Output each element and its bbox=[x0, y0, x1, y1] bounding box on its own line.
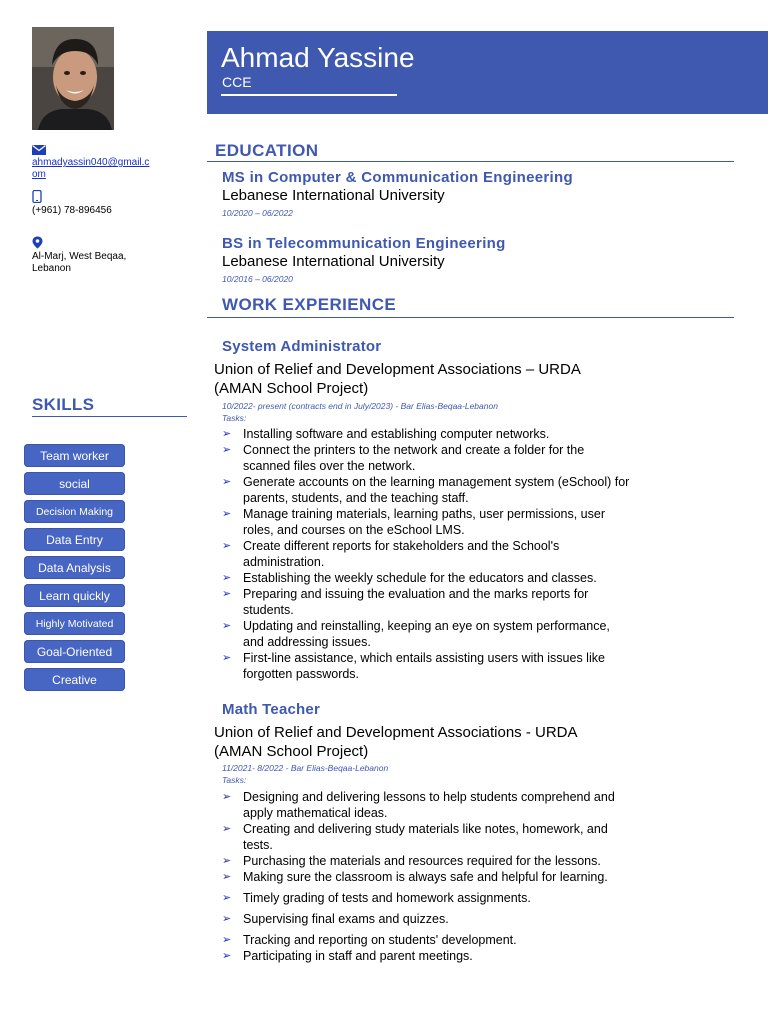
arrow-bullet-icon: ➢ bbox=[222, 934, 232, 946]
list-item: ➢ First-line assistance, which entails assisting users with issues like forgotten passwords. bbox=[222, 651, 605, 681]
contact-email[interactable] bbox=[32, 145, 150, 181]
arrow-bullet-icon: ➢ bbox=[222, 892, 232, 904]
degree-dates: 10/2016 – 06/2020 bbox=[222, 274, 293, 284]
list-item: ➢ Timely grading of tests and homework assignments. bbox=[222, 891, 531, 905]
list-item: ➢ Participating in staff and parent meetings. bbox=[222, 949, 473, 963]
envelope-icon bbox=[32, 145, 46, 155]
arrow-bullet-icon: ➢ bbox=[222, 652, 232, 664]
list-item: ➢ Purchasing the materials and resources required for the lessons. bbox=[222, 854, 601, 868]
header-divider bbox=[221, 94, 397, 96]
arrow-bullet-icon: ➢ bbox=[222, 588, 232, 600]
degree-title: MS in Computer & Communication Engineering bbox=[222, 169, 573, 186]
location-pin-icon bbox=[32, 236, 43, 249]
job-dates-location: 10/2022- present (contracts end in July/2023) - Bar Elias-Beqaa-Lebanon bbox=[222, 401, 498, 411]
skill-goal-oriented[interactable]: Goal-Oriented bbox=[24, 640, 125, 663]
full-name: Ahmad Yassine bbox=[221, 42, 415, 73]
arrow-bullet-icon: ➢ bbox=[222, 620, 232, 632]
arrow-bullet-icon: ➢ bbox=[222, 476, 232, 488]
tasks-label: Tasks: bbox=[222, 413, 247, 423]
skills-list bbox=[24, 444, 125, 696]
school-name: Lebanese International University bbox=[222, 187, 445, 204]
employer bbox=[214, 360, 634, 398]
arrow-bullet-icon: ➢ bbox=[222, 428, 232, 440]
role-title: CCE bbox=[222, 74, 252, 90]
skill-learn-quickly[interactable]: Learn quickly bbox=[24, 584, 125, 607]
arrow-bullet-icon: ➢ bbox=[222, 508, 232, 520]
list-item: ➢ Installing software and establishing computer networks. bbox=[222, 427, 550, 441]
employer-project: (AMAN School Project) bbox=[214, 380, 369, 397]
arrow-bullet-icon: ➢ bbox=[222, 950, 232, 962]
list-item: ➢ Establishing the weekly schedule for the educators and classes. bbox=[222, 571, 597, 585]
skill-creative[interactable]: Creative bbox=[24, 668, 125, 691]
employer-name: Union of Relief and Development Associations – URDA bbox=[214, 361, 581, 378]
degree-title: BS in Telecommunication Engineering bbox=[222, 235, 506, 252]
skill-data-entry[interactable]: Data Entry bbox=[24, 528, 125, 551]
phone-icon bbox=[32, 190, 42, 203]
list-item: ➢ Making sure the classroom is always safe and helpful for learning. bbox=[222, 870, 608, 884]
phone-text: (+961) 78-896456 bbox=[32, 205, 112, 216]
employer bbox=[214, 723, 634, 761]
list-item: ➢ Creating and delivering study materials like notes, homework, and tests. bbox=[222, 822, 608, 852]
skills-divider bbox=[32, 416, 187, 417]
arrow-bullet-icon: ➢ bbox=[222, 572, 232, 584]
arrow-bullet-icon: ➢ bbox=[222, 791, 232, 803]
degree-dates: 10/2020 – 06/2022 bbox=[222, 208, 293, 218]
employer-project: (AMAN School Project) bbox=[214, 743, 369, 760]
school-name: Lebanese International University bbox=[222, 253, 445, 270]
job-title: System Administrator bbox=[222, 338, 382, 355]
arrow-bullet-icon: ➢ bbox=[222, 823, 232, 835]
address-text: Al-Marj, West Beqaa, Lebanon bbox=[32, 251, 127, 274]
profile-photo bbox=[32, 27, 114, 130]
job-dates-location: 11/2021- 8/2022 - Bar Elias-Beqaa-Lebanon bbox=[222, 763, 389, 773]
job-meta bbox=[222, 400, 498, 424]
arrow-bullet-icon: ➢ bbox=[222, 871, 232, 883]
education-heading: EDUCATION bbox=[207, 141, 734, 162]
arrow-bullet-icon: ➢ bbox=[222, 913, 232, 925]
skill-data-analysis[interactable]: Data Analysis bbox=[24, 556, 125, 579]
list-item: ➢ Preparing and issuing the evaluation and the marks reports for students. bbox=[222, 587, 589, 617]
skill-team-worker[interactable]: Team worker bbox=[24, 444, 125, 467]
skills-heading: SKILLS bbox=[32, 395, 95, 414]
email-link[interactable]: ahmadyassin040@gmail.com bbox=[32, 157, 150, 180]
contact-phone bbox=[32, 190, 112, 217]
list-item: ➢ Supervising final exams and quizzes. bbox=[222, 912, 449, 926]
list-item: ➢ Updating and reinstalling, keeping an eye on system performance, and addressing issues. bbox=[222, 619, 610, 649]
list-item: ➢ Designing and delivering lessons to help students comprehend and apply mathematical ideas. bbox=[222, 790, 615, 820]
list-item: ➢ Manage training materials, learning paths, user permissions, user roles, and courses on the eSchool LMS. bbox=[222, 507, 605, 537]
list-item: ➢ Generate accounts on the learning management system (eSchool) for parents, students, and the teaching staff. bbox=[222, 475, 630, 505]
contact-address bbox=[32, 236, 142, 275]
education-item bbox=[222, 235, 506, 284]
task-list bbox=[222, 426, 632, 682]
arrow-bullet-icon: ➢ bbox=[222, 444, 232, 456]
education-item bbox=[222, 169, 573, 218]
list-item: ➢ Tracking and reporting on students' development. bbox=[222, 933, 517, 947]
tasks-label: Tasks: bbox=[222, 775, 247, 785]
skill-decision-making[interactable]: Decision Making bbox=[24, 500, 125, 523]
header-band bbox=[207, 31, 768, 114]
employer-name: Union of Relief and Development Associations - URDA bbox=[214, 724, 578, 741]
arrow-bullet-icon: ➢ bbox=[222, 855, 232, 867]
skill-highly-motivated[interactable]: Highly Motivated bbox=[24, 612, 125, 635]
list-item: ➢ Create different reports for stakeholders and the School's administration. bbox=[222, 539, 560, 569]
arrow-bullet-icon: ➢ bbox=[222, 540, 232, 552]
task-list bbox=[222, 789, 632, 964]
job-title: Math Teacher bbox=[222, 701, 320, 718]
work-heading: WORK EXPERIENCE bbox=[207, 295, 734, 318]
skill-social[interactable]: social bbox=[24, 472, 125, 495]
list-item: ➢ Connect the printers to the network and create a folder for the scanned files over the network. bbox=[222, 443, 585, 473]
job-meta bbox=[222, 762, 388, 786]
